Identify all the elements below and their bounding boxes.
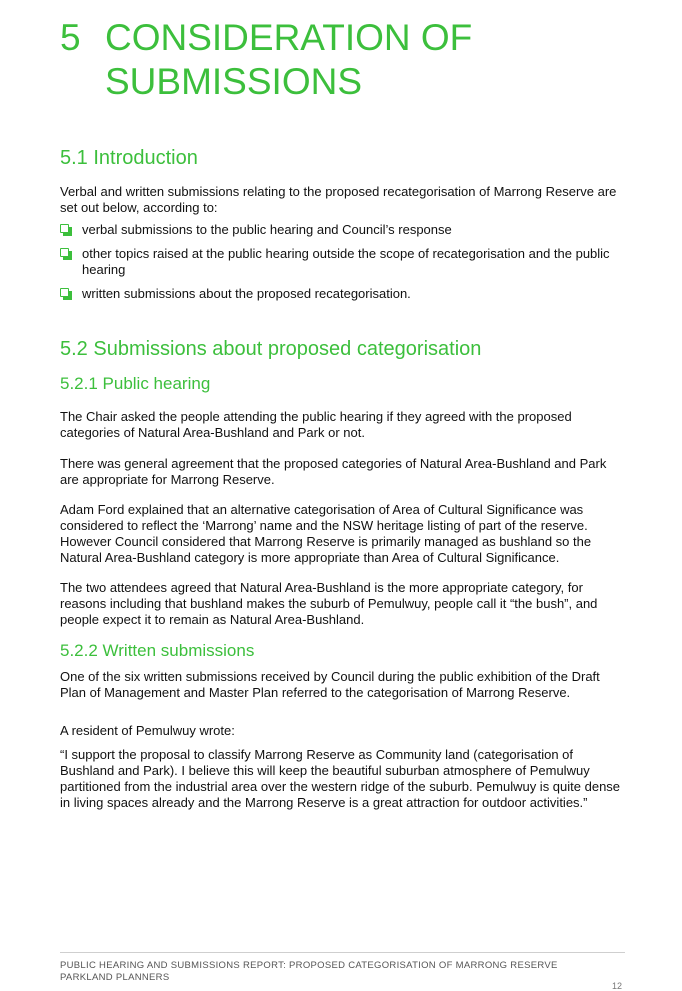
list-item: other topics raised at the public hearing outside the scope of recategorisation and the public hearing bbox=[60, 246, 625, 278]
checkbox-square-icon bbox=[60, 248, 69, 257]
section-heading-5-2: 5.2 Submissions about proposed categorisation bbox=[60, 338, 482, 360]
page-number: 12 bbox=[612, 981, 623, 991]
chapter-number: 5 bbox=[60, 17, 81, 58]
intro-paragraph: Verbal and written submissions relating to the proposed recategorisation of Marrong Reserve are set out below, according to: bbox=[60, 184, 617, 215]
list-item: written submissions about the proposed recategorisation. bbox=[60, 286, 625, 302]
section-heading-5-1: 5.1 Introduction bbox=[60, 147, 198, 169]
subsection-heading-5-2-2: 5.2.2 Written submissions bbox=[60, 641, 255, 660]
footer-report-title: PUBLIC HEARING AND SUBMISSIONS REPORT: PROPOSED CATEGORISATION OF MARRONG RESERVE bbox=[60, 960, 558, 971]
paragraph: A resident of Pemulwuy wrote: bbox=[60, 723, 235, 738]
paragraph: There was general agreement that the proposed categories of Natural Area-Bushland and Park are appropriate for Marrong Reserve. bbox=[60, 456, 607, 487]
paragraph: The Chair asked the people attending the public hearing if they agreed with the proposed categories of Natural Area-Bushland and Park or not. bbox=[60, 409, 572, 440]
checkbox-square-icon bbox=[60, 288, 69, 297]
paragraph: The two attendees agreed that Natural Area-Bushland is the more appropriate category, for reasons including that bushland makes the suburb of Pemulwuy, people call it “the bush”, and people expect it to remain as Natural Area-Bushland. bbox=[60, 580, 598, 627]
paragraph: Adam Ford explained that an alternative categorisation of Area of Cultural Significance was considered to reflect the ‘Marrong’ name and the NSW heritage listing of part of the reserve. However Council considered that Marrong Reserve is primarily managed as bushland so the Natural Area-Bushland category is more appropriate than Area of Cultural Significance. bbox=[60, 502, 592, 565]
footer-divider bbox=[60, 952, 625, 953]
footer-author: PARKLAND PLANNERS bbox=[60, 972, 170, 983]
checkbox-square-icon bbox=[60, 224, 69, 233]
subsection-heading-5-2-1: 5.2.1 Public hearing bbox=[60, 374, 211, 393]
footer bbox=[60, 960, 558, 984]
list-item: verbal submissions to the public hearing and Council’s response bbox=[60, 222, 625, 238]
bullet-list bbox=[60, 222, 625, 302]
quote-paragraph: “I support the proposal to classify Marrong Reserve as Community land (categorisation of Bushland and Park). I believe this will keep the beautiful suburban atmosphere of Pemulwuy partitioned from the industrial area over the western ridge of the suburb. Pemulwuy is quite dense in living spaces already and the Marrong Reserve is a great attraction for outdoor activities.” bbox=[60, 747, 621, 810]
chapter-title: CONSIDERATION OF SUBMISSIONS bbox=[105, 17, 473, 102]
paragraph: One of the six written submissions received by Council during the public exhibition of the Draft Plan of Management and Master Plan referred to the categorisation of Marrong Reserve. bbox=[60, 669, 600, 700]
